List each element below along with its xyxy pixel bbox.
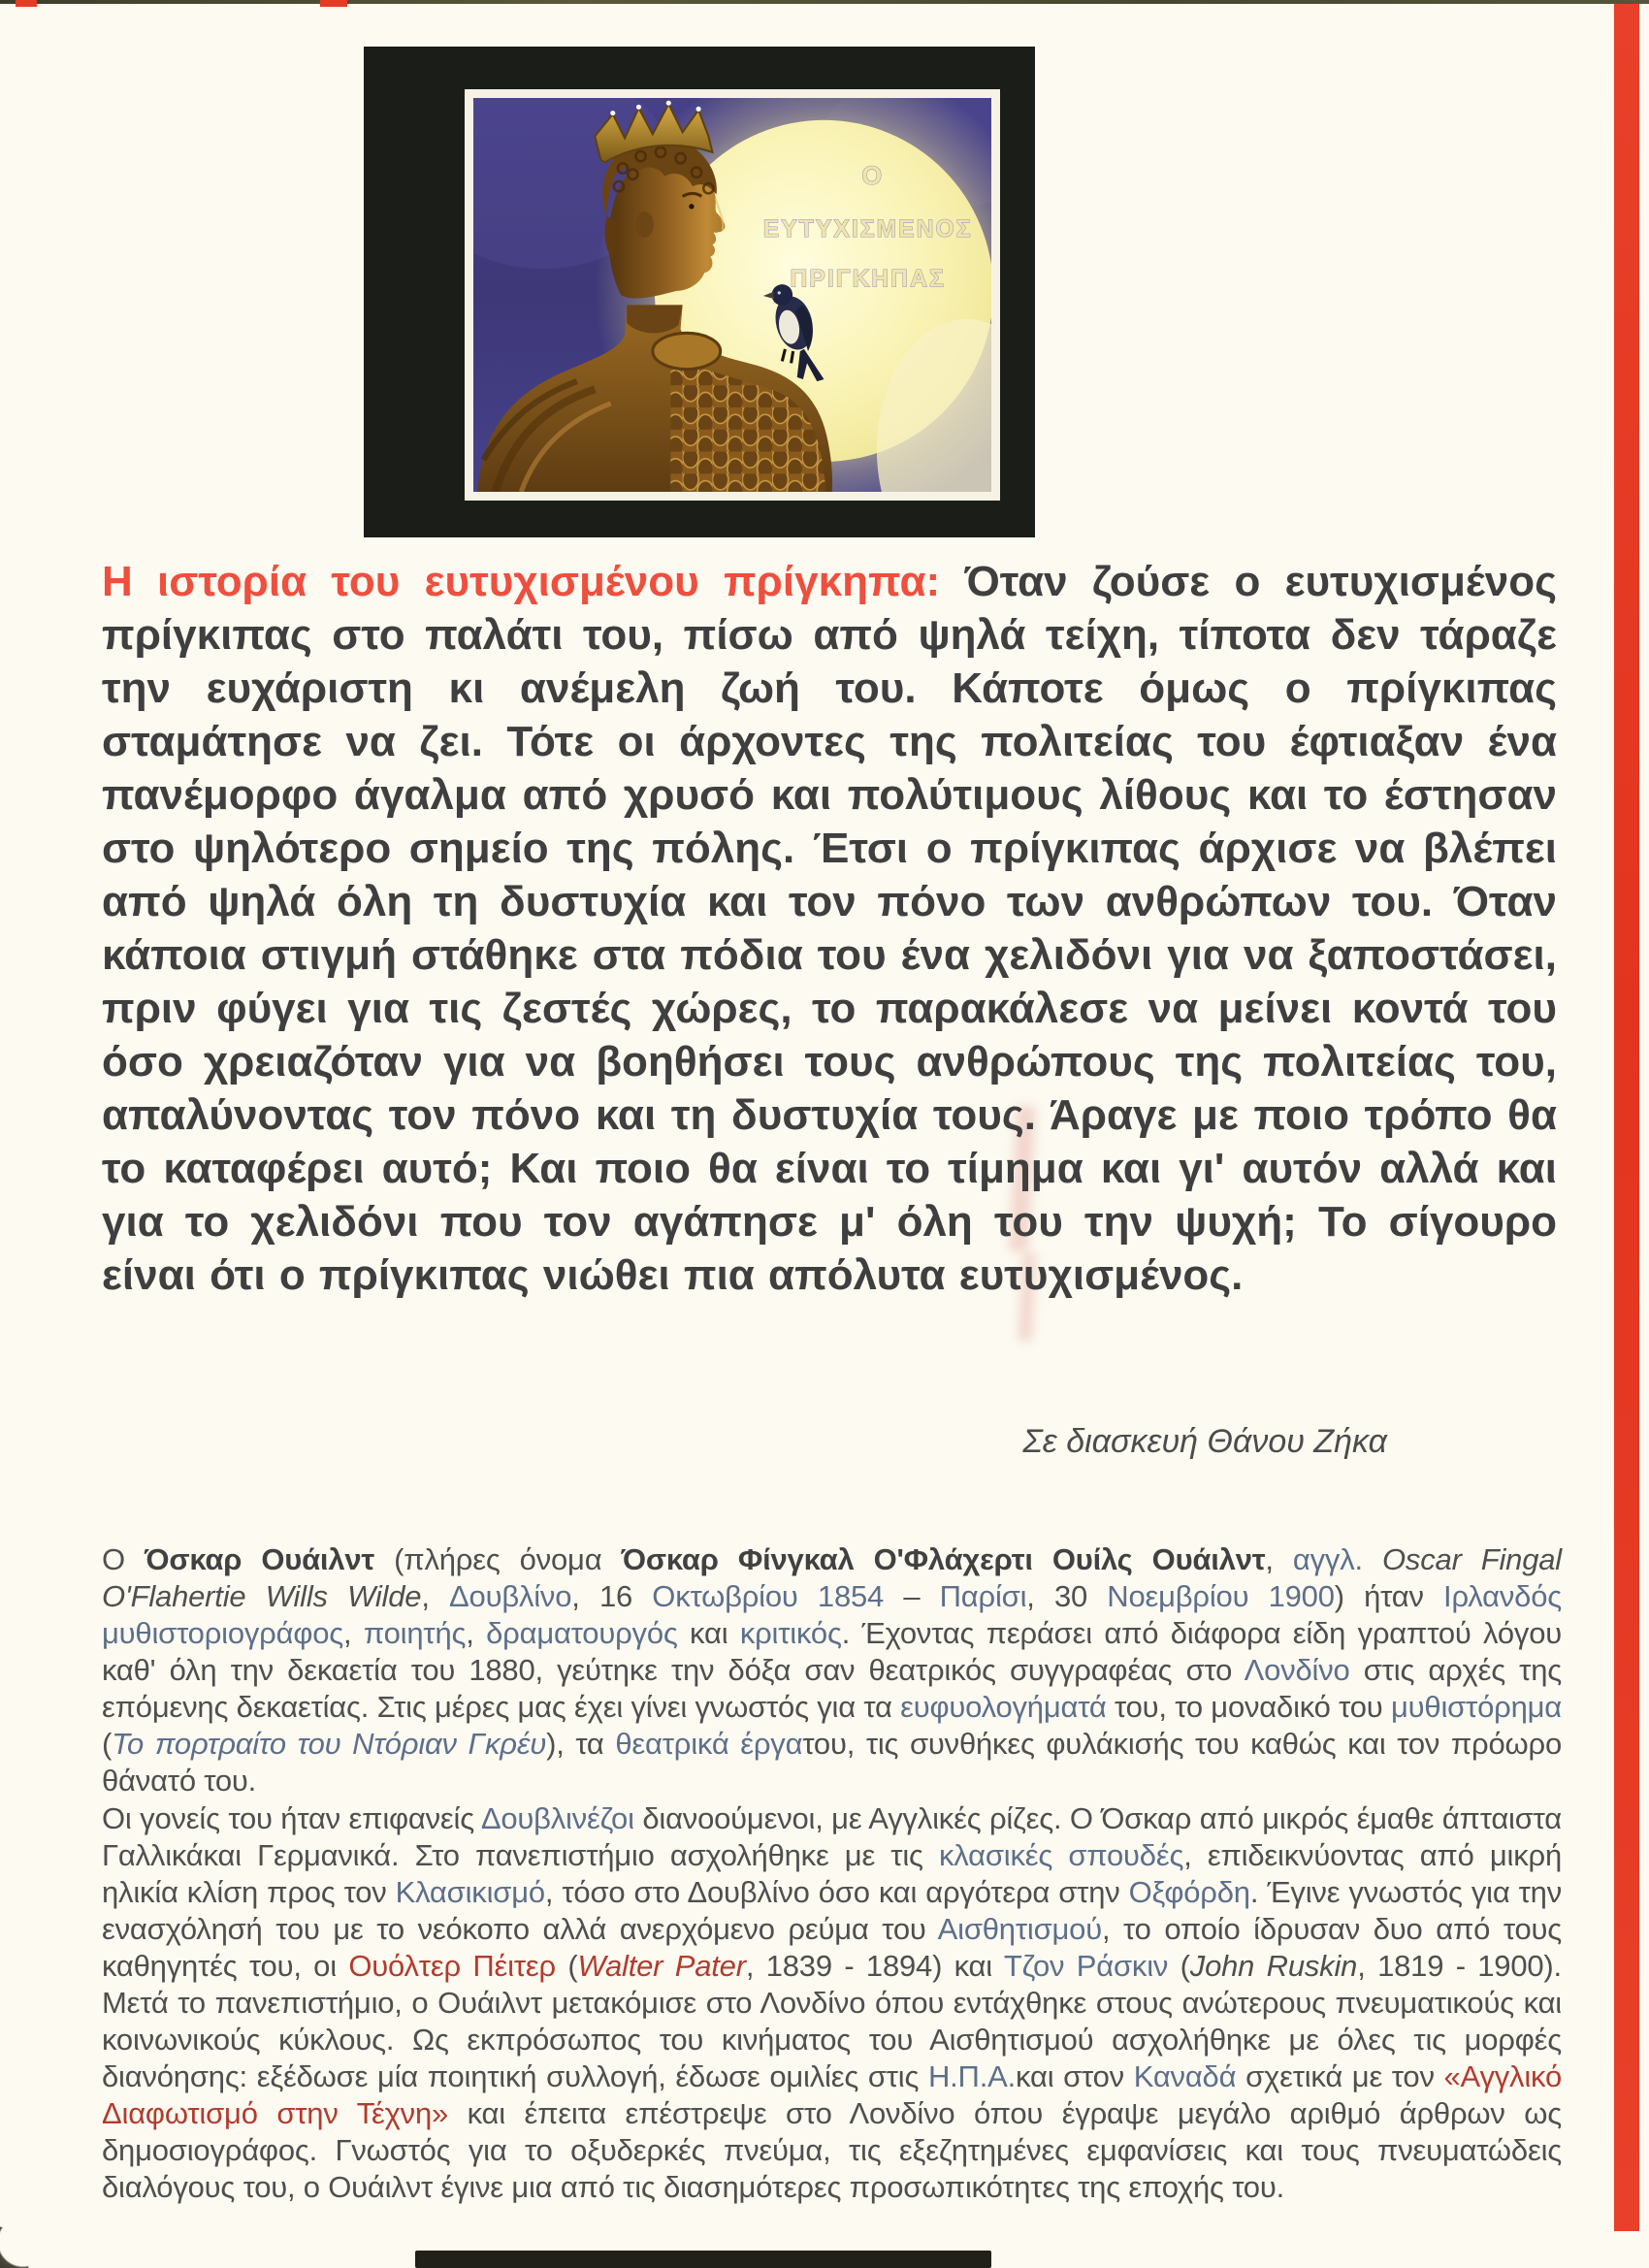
text-segment: , 1839 - 1894) και	[745, 1949, 1004, 1983]
text-segment	[1562, 1579, 1569, 1613]
text-segment: Όσκαρ Ουάιλντ	[144, 1542, 375, 1576]
text-segment: του, τις συνθήκες φυλάκισής του καθώς και τον πρόωρο θάνατό του.	[102, 1727, 1570, 1798]
text-segment: Κλασικισμό	[395, 1875, 545, 1909]
scan-red-mark	[320, 0, 347, 7]
text-segment: Αισθητισμού	[937, 1912, 1102, 1946]
wilde-bio-paragraph-1	[102, 1541, 1570, 1799]
text-segment: . Έγινε γνωστός για την ενασχόλησή του με το νεόκοπο αλλά ανερχόμενο ρεύμα του	[102, 1875, 1570, 1946]
text-segment: Walter Pater	[577, 1949, 746, 1983]
text-segment: Καναδά	[1133, 2059, 1237, 2093]
text-segment: Νοεμβρίου 1900	[1107, 1579, 1335, 1613]
text-segment: Ο	[102, 1542, 145, 1576]
text-segment: μυθιστοριογράφος	[102, 1616, 344, 1650]
text-segment: Όταν ζούσε ο ευτυχισμένος πρίγκιπας στο παλάτι του, πίσω από ψηλά τείχη, τίποτα δεν τάραζε την ευχάριστη κι ανέμελη ζωή του. Κάποτε όμως ο πρίγκιπας σταμάτησε να ζει. Τότε οι άρχοντες της πολιτείας του έφτιαξαν ένα πανέμορφο άγαλμα από χρυσό και πολύτιμους λίθους και το έστησαν στο ψηλότερο σημείο της πόλης. Έτσι ο πρίγκιπας άρχισε να βλέπει από ψηλά όλη τη δυστυχία και τον πόνο των ανθρώπων του. Όταν κάποια στιγμή στάθηκε στα πόδια του ένα χελιδόνι για να ξαποστάσει, πριν φύγει για τις ζεστές χώρες, το παρακάλεσε να μείνει κοντά του όσο χρειαζόταν για να βοηθήσει τους ανθρώπους της πολιτείας του, απαλύνοντας τον πόνο και τη δυστυχία τους. Άραγε με ποιο τρόπο θα το καταφέρει αυτό; Και ποιο θα είναι το τίμημα και γι' αυτόν αλλά και για το χελιδόνι που τον αγάπησε μ' όλη του την ψυχή; Το σίγουρο είναι ότι ο πρίγκιπας νιώθει πια απόλυτα ευτυχισμένος.	[102, 558, 1571, 1299]
text-segment: John Ruskin	[1189, 1949, 1358, 1983]
text-segment: , τόσο στο Δουβλίνο όσο και αργότερα στην	[544, 1875, 1129, 1909]
text-segment: , 30	[1026, 1579, 1108, 1613]
text-segment: , 1819 - 1900). Μετά το πανεπιστήμιο, ο Ουάιλντ μετακόμισε στο Λονδίνο όπου εντάχθηκε στους ανώτερους πνευματικούς και κοινωνικούς κύκλους. Ως εκπρόσωπος του κινήματος του Αισθητισμού ασχολήθηκε με όλες τις μορφές διανόησης: εξέδωσε μία ποιητική συλλογή, έδωσε ομιλίες στις	[102, 1949, 1570, 2093]
ear	[635, 211, 653, 238]
text-segment: κλασικές σπουδές	[938, 1838, 1184, 1872]
happy-prince-illustration	[473, 98, 991, 492]
text-segment: ποιητής	[363, 1616, 467, 1650]
text-segment: μυθιστόρημα	[1390, 1690, 1563, 1724]
text-segment: ,	[1265, 1542, 1293, 1576]
text-segment: δραματουργός	[486, 1616, 678, 1650]
artwork-title-line-3: ΠΡΙΓΚΗΠΑΣ	[790, 266, 946, 293]
text-segment: ,	[343, 1616, 364, 1650]
text-segment: Οξφόρδη	[1128, 1875, 1250, 1909]
story-paragraph	[102, 555, 1571, 1302]
adaptation-credit: Σε διασκευή Θάνου Ζήκα	[1022, 1423, 1387, 1460]
text-segment: Oscar Fingal O'Flahertie Wills Wilde	[102, 1542, 1570, 1613]
artwork-title-line-2: ΕΥΤΥΧΙΣΜΕΝΟΣ	[762, 215, 973, 243]
text-segment: Η ιστορία του ευτυχισμένου πρίγκηπα:	[102, 558, 965, 605]
text-segment: , το οποίο ίδρυσαν δυο από τους καθηγητές του, οι	[102, 1912, 1570, 1983]
text-segment: Δουβλινέζοι	[480, 1801, 634, 1835]
eye	[689, 204, 694, 209]
text-segment: ,	[421, 1579, 450, 1613]
scan-red-edge-bar	[1614, 4, 1639, 2231]
text-segment: ), τα	[546, 1727, 616, 1761]
text-segment: Οκτωβρίου 1854	[652, 1579, 885, 1613]
text-segment: ,	[466, 1616, 487, 1650]
wilde-bio-paragraph-2	[102, 1800, 1570, 2206]
text-segment: ευφυολογήματά	[900, 1690, 1107, 1724]
text-segment: , επιδεικνύοντας από μικρή ηλικία κλίση προς τον	[102, 1838, 1570, 1909]
scan-red-mark	[16, 0, 37, 7]
text-segment: Ιρλανδός	[1443, 1579, 1562, 1613]
text-segment: Παρίσι	[939, 1579, 1027, 1613]
text-segment: (	[102, 1690, 1570, 1761]
scan-bottom-bar	[415, 2251, 991, 2268]
text-segment: Η.Π.Α.	[927, 2059, 1017, 2093]
text-segment: και	[677, 1616, 740, 1650]
text-segment: –	[884, 1579, 940, 1613]
text-segment: διανοούμενοι, με Αγγλικές ρίζες. Ο Όσκαρ από μικρός έμαθε άπταιστα Γαλλικάκαι Γερμανικά. Στο πανεπιστήμιο ασχολήθηκε με τις	[102, 1801, 1570, 1872]
shoulder-plate	[653, 333, 721, 369]
text-segment: Όσκαρ Φίνγκαλ Ο'Φλάχερτι Ουίλς Ουάιλντ	[621, 1542, 1266, 1576]
text-segment: σχετικά με τον	[1236, 2059, 1444, 2093]
text-segment: (	[555, 1949, 578, 1983]
scan-edge-line	[0, 0, 1649, 4]
text-segment: του, το μοναδικό του	[1106, 1690, 1391, 1724]
text-segment: και στον	[1016, 2059, 1134, 2093]
artwork-title-line-1: Ο	[861, 160, 883, 191]
text-segment: , 16	[571, 1579, 653, 1613]
text-segment: κριτικός	[739, 1616, 842, 1650]
illustration-matte	[465, 89, 1000, 501]
happy-prince-artwork	[473, 98, 991, 492]
text-segment: . Έχοντας περάσει από διάφορα είδη γραπτού λόγου καθ' όλη την δεκαετία του 1880, γεύτηκε την δόξα σαν θεατρικός συγγραφέας στο	[102, 1616, 1570, 1687]
text-segment: Τζον Ράσκιν	[1003, 1949, 1169, 1983]
text-segment: Οι γονείς του ήταν επιφανείς	[102, 1801, 481, 1835]
text-segment: ) ήταν	[1334, 1579, 1444, 1613]
text-segment: Ουόλτερ Πέιτερ	[348, 1949, 556, 1983]
scan-corner-mark	[0, 2226, 35, 2268]
story-illustration-frame	[364, 47, 1035, 537]
text-segment: (πλήρες όνομα	[374, 1542, 622, 1576]
text-segment: και έπειτα επέστρεψε στο Λονδίνο όπου έγραψε μεγάλο αριθμό άρθρων ως δημοσιογράφος. Γνωστός για το οξυδερκές πνεύμα, τις εξεζητημένες εμφανίσεις και τους πνευματώδεις διαλόγους του, ο Ουάιλντ έγινε μια από τις διασημότερες προσωπικότητες της εποχής του.	[102, 2096, 1570, 2204]
text-segment: (	[1168, 1949, 1190, 1983]
text-segment: θεατρικά έργα	[615, 1727, 803, 1761]
text-segment: αγγλ.	[1292, 1542, 1363, 1576]
text-segment: στις αρχές της επόμενης δεκαετίας. Στις μέρες μας έχει γίνει γνωστός για τα	[102, 1653, 1570, 1724]
text-segment: «Αγγλικό Διαφωτισμό στην Τέχνη»	[102, 2059, 1568, 2130]
text-segment: Λονδίνο	[1244, 1653, 1350, 1687]
text-segment: Το πορτραίτο του Ντόριαν Γκρέυ	[112, 1727, 547, 1761]
text-segment	[1363, 1542, 1382, 1576]
text-segment: Δουβλίνο	[449, 1579, 572, 1613]
